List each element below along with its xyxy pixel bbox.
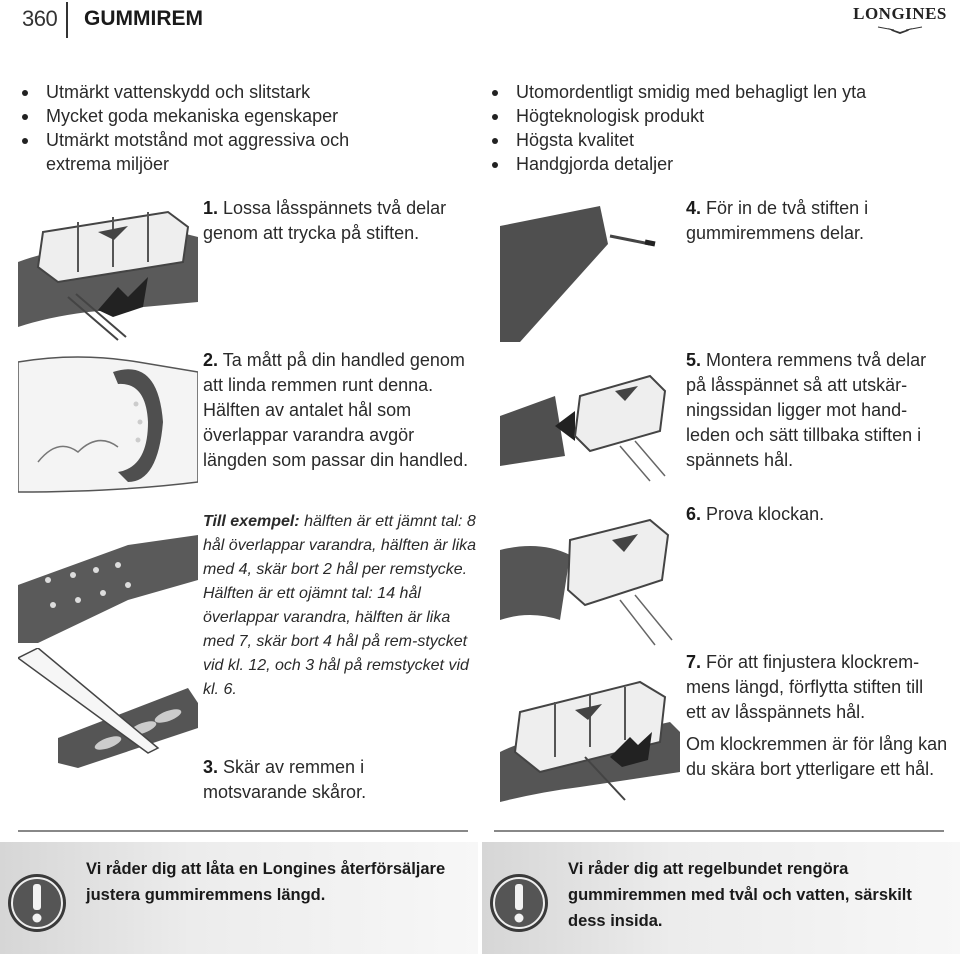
step-5-number: 5. (686, 350, 702, 370)
step-6-text: Prova klockan. (706, 504, 825, 524)
warning-icon (6, 872, 68, 934)
list-item: Utmärkt vattenskydd och slitstark (20, 80, 400, 104)
brand-logo-text: LONGINES (853, 4, 947, 23)
step-6 (686, 502, 926, 527)
step-7-text: För att finjustera klockrem-mens längd, förflytta stiften till ett av låsspännets hål. (686, 652, 924, 722)
step-2-number: 2. (203, 350, 219, 370)
step-2 (203, 348, 478, 473)
step-4 (686, 196, 926, 246)
list-item: Handgjorda detaljer (490, 152, 930, 176)
example-label: Till exempel: (203, 513, 300, 530)
step-7-note: Om klockremmen är för lång kan du skära bort ytterligare ett hål. (686, 734, 948, 779)
step-7-number: 7. (686, 652, 702, 672)
list-item: Utomordentligt smidig med behagligt len yta (490, 80, 930, 104)
list-item: Mycket goda mekaniska egenskaper (20, 104, 400, 128)
step-5-text: Montera remmens två delar på låsspännet så att utskär-ningssidan ligger mot hand-leden och sätt tillbaka stiften i spännets hål. (686, 350, 927, 470)
notice-divider-left (18, 830, 468, 832)
right-feature-list (490, 80, 930, 176)
winged-hourglass-icon (848, 24, 952, 38)
step-3-text: Skär av remmen i motsvarande skåror. (203, 757, 367, 802)
step-3 (203, 755, 423, 805)
step-1 (203, 196, 473, 246)
notice-right-text: Vi råder dig att regelbundet rengöra gummiremmen med tvål och vatten, särskilt dess insida. (568, 860, 912, 930)
illustration-insert-pins (500, 196, 680, 342)
page-number: 360 (22, 6, 58, 31)
left-feature-list (20, 80, 400, 176)
example-text-1: hälften är ett jämnt tal: 8 hål överlappar varandra, hälften är lika med 4, skär bort 2 hål per remstycke. (203, 513, 477, 578)
step-4-number: 4. (686, 198, 702, 218)
step-1-number: 1. (203, 198, 219, 218)
illustration-adjust-pins (500, 662, 680, 802)
step-3-number: 3. (203, 757, 219, 777)
step-5 (686, 348, 948, 473)
notice-left-text: Vi råder dig att låta en Longines återförsäljare justera gummiremmens längd. (86, 860, 446, 904)
illustration-wrist-measure (18, 342, 198, 494)
illustration-mount-buckle (500, 356, 680, 486)
notice-divider-right (494, 830, 944, 832)
step-2-text: Ta mått på din handled genom att linda remmen runt denna. Hälften av antalet hål som överlappar varandra avgör längden som passar din handled. (203, 350, 469, 470)
list-item: Högteknologisk produkt (490, 104, 930, 128)
list-item: Högsta kvalitet (490, 128, 930, 152)
header-divider (66, 2, 68, 38)
example-note (203, 510, 478, 702)
example-text-2: Hälften är ett ojämnt tal: 14 hål överlappar varandra, hälften är lika med 7, skär bort 4 hål på rem-stycket vid kl. 12, och 3 hål på remstycket vid kl. 6. (203, 585, 469, 698)
step-1-text: Lossa låsspännets två delar genom att trycka på stiften. (203, 198, 447, 243)
step-6-number: 6. (686, 504, 702, 524)
notice-panel-right (482, 842, 960, 954)
list-item: Utmärkt motstånd mot aggressiva och extrema miljöer (20, 128, 400, 176)
notice-panel-left (0, 842, 478, 954)
page-title: GUMMIREM (84, 7, 203, 30)
illustration-test-watch (500, 510, 680, 650)
step-7 (686, 650, 948, 725)
step-4-text: För in de två stiften i gummiremmens delar. (686, 198, 869, 243)
brand-logo (848, 4, 952, 40)
illustration-cut-strap (18, 648, 198, 768)
illustration-strap-holes (18, 525, 198, 643)
warning-icon (488, 872, 550, 934)
illustration-buckle-release (18, 192, 198, 342)
